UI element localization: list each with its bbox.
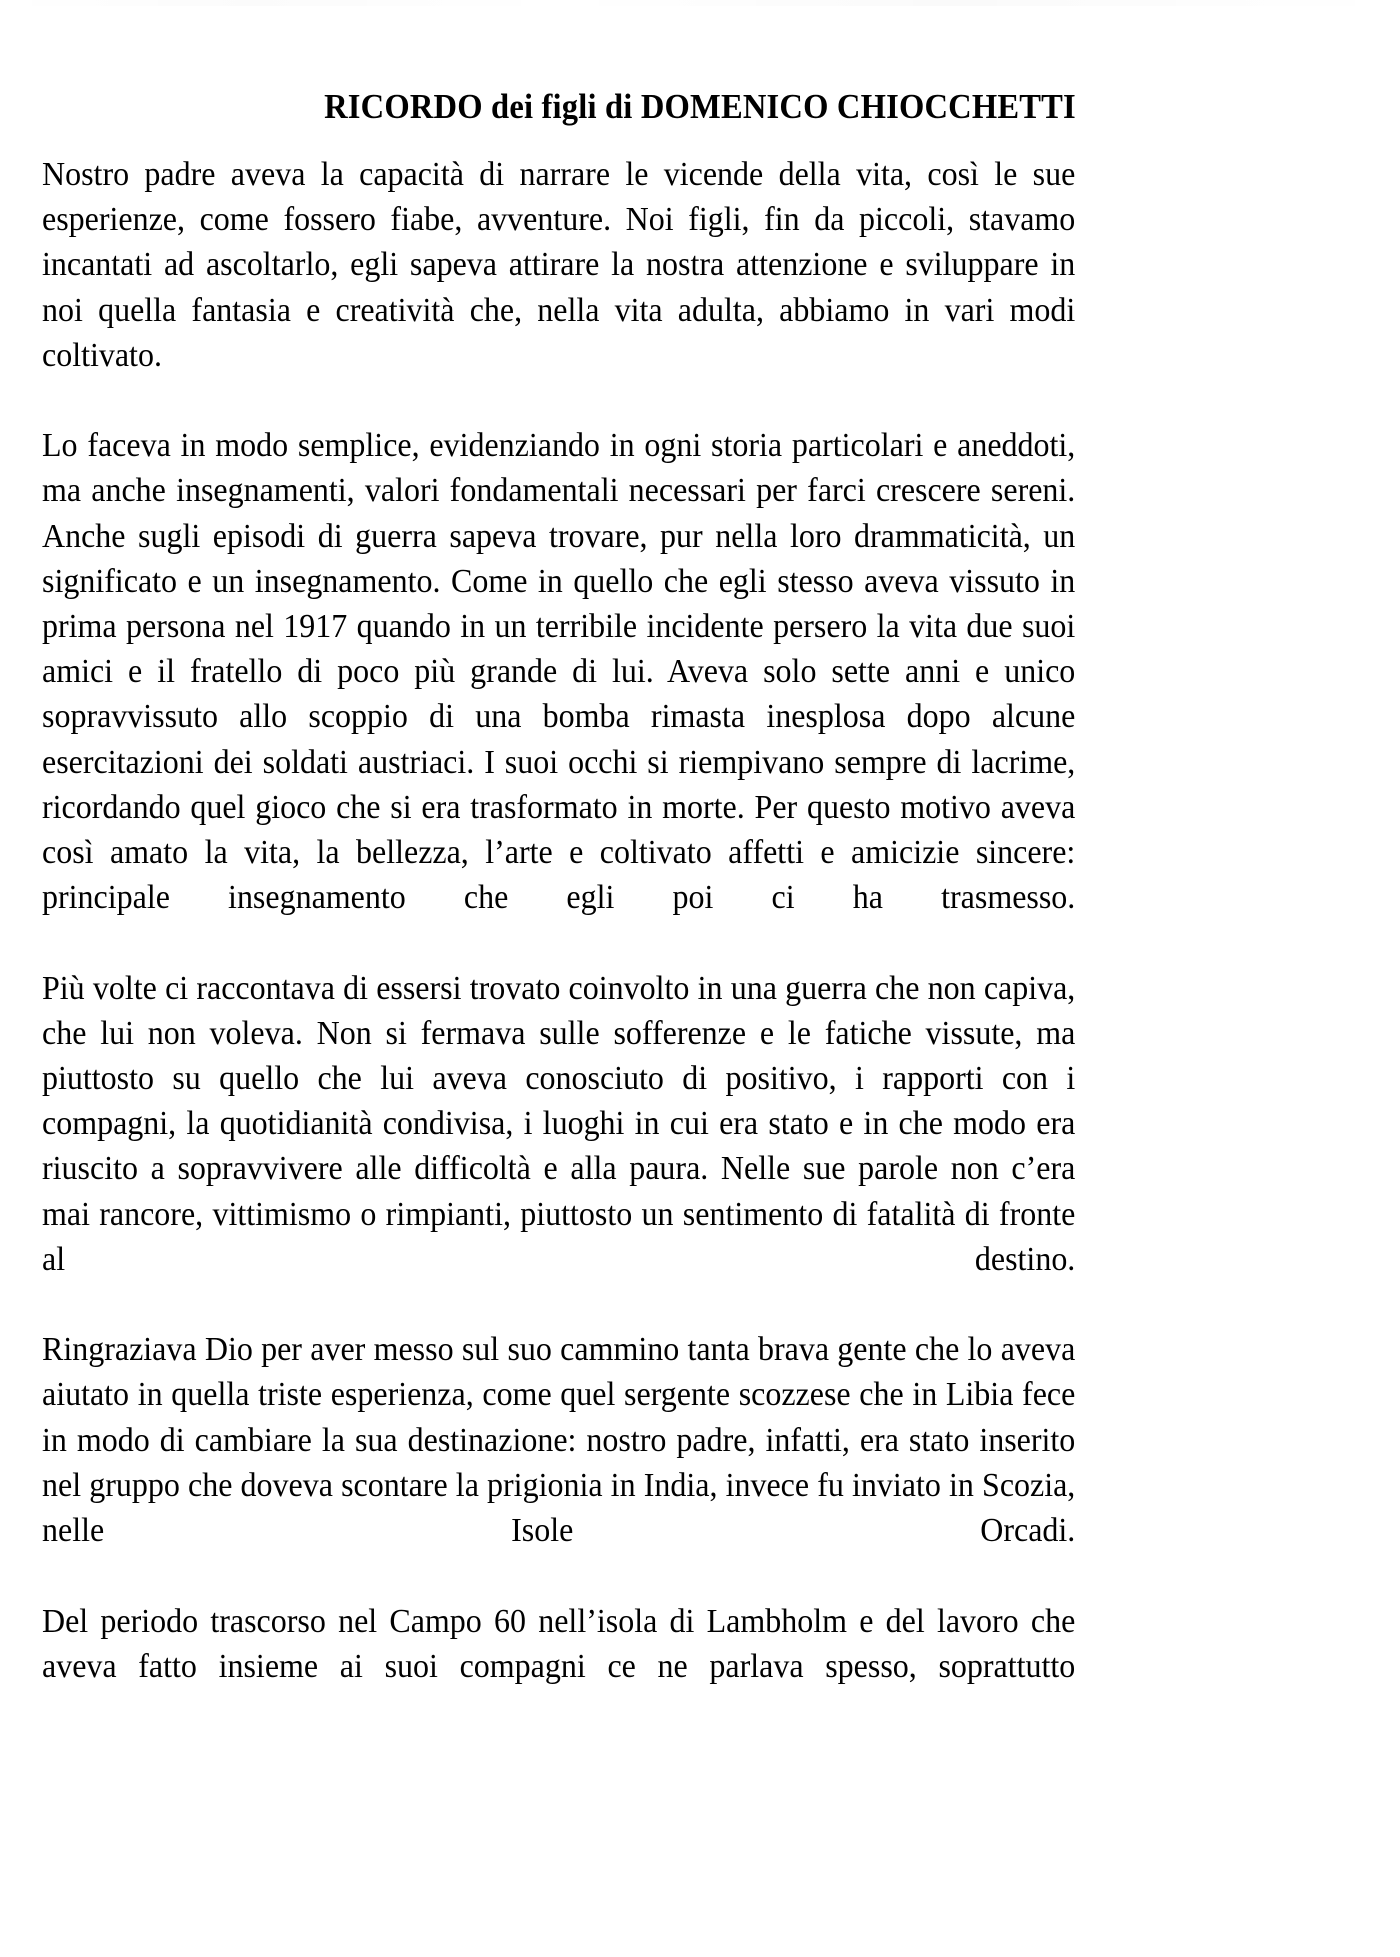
- scan-artifact-top: [0, 0, 1400, 6]
- paragraph-2: Lo faceva in modo semplice, evidenziando in ogni storia particolari e aneddoti, ma anche insegnamenti, valori fondamentali necessari per farci crescere sereni. Anche sugli episodi di guerra sapeva trovare, pur nella loro drammaticità, un significato e un insegnamento. Come in quello che egli stesso aveva vissuto in prima persona nel 1917 quando in un terribile incidente persero la vita due suoi amici e il fratello di poco più grande di lui. Aveva solo sette anni e unico sopravvissuto allo scoppio di una bomba rimasta inesplosa dopo alcune esercitazioni dei soldati austriaci. I suoi occhi si riempivano sempre di lacrime, ricordando quel gioco che si era trasformato in morte. Per questo motivo aveva così amato la vita, la bellezza, l’arte e coltivato affetti e amicizie sincere: principale insegnamento che egli poi ci ha trasmesso.: [42, 427, 1076, 917]
- paragraph-5: Del periodo trascorso nel Campo 60 nell’isola di Lambholm e del lavoro che aveva fatto insieme ai suoi compagni ce ne parlava spesso, soprattutto: [42, 1602, 1076, 1685]
- page-title: RICORDO dei figli di DOMENICO CHIOCCHETTI: [324, 87, 1076, 127]
- paragraph-4: Ringraziava Dio per aver messo sul suo cammino tanta brava gente che lo aveva aiutato in quella triste esperienza, come quel sergente scozzese che in Libia fece in modo di cambiare la sua destinazione: nostro padre, infatti, era stato inserito nel gruppo che doveva scontare la prigionia in India, invece fu inviato in Scozia, nelle Isole Orcadi.: [42, 1331, 1076, 1550]
- paragraph-1: Nostro padre aveva la capacità di narrare le vicende della vita, così le sue esperienze, come fossero fiabe, avventure. Noi figli, fin da piccoli, stavamo incantati ad ascoltarlo, egli sapeva attirare la nostra attenzione e sviluppare in noi quella fantasia e creatività che, nella vita adulta, abbiamo in vari modi coltivato.: [42, 156, 1076, 374]
- document-body: [42, 152, 1076, 1734]
- paragraph-3: Più volte ci raccontava di essersi trovato coinvolto in una guerra che non capiva, che lui non voleva. Non si fermava sulle sofferenze e le fatiche vissute, ma piuttosto su quello che lui aveva conosciuto di positivo, i rapporti con i compagni, la quotidianità condivisa, i luoghi in cui era stato e in che modo era riuscito a sopravvivere alle difficoltà e alla paura. Nelle sue parole non c’era mai rancore, vittimismo o rimpianti, piuttosto un sentimento di fatalità di fronte al destino.: [42, 969, 1076, 1278]
